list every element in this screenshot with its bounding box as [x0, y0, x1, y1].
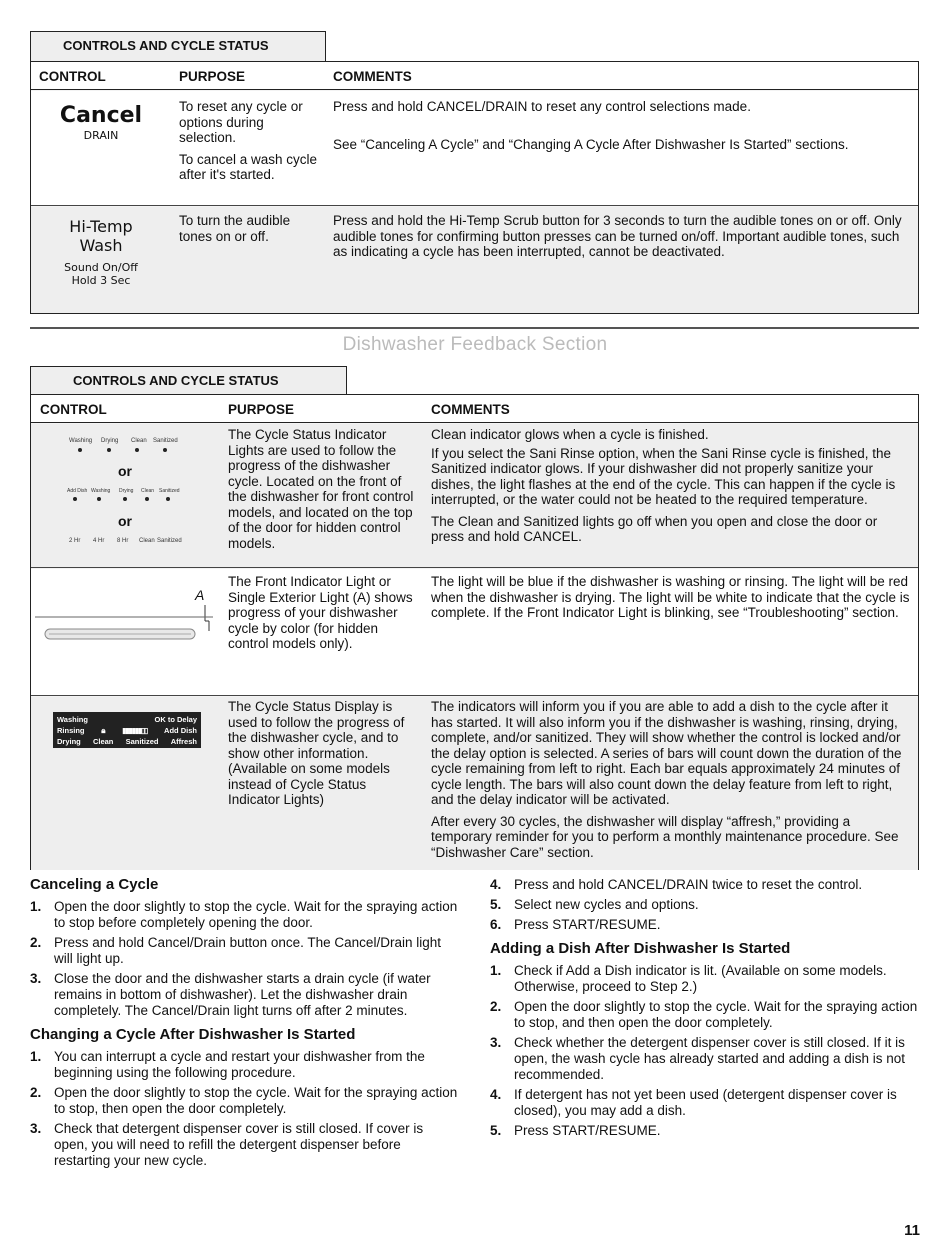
adding-step-2-text: Open the door slightly to stop the cycle. Wait for the spraying action to stop, and then open the door completely. [514, 999, 918, 1030]
hitemp-sub: Sound On/Off Hold 3 Sec [64, 261, 138, 287]
ind1-sanitized: Sanitized [153, 438, 178, 444]
cancel-comment-2: See “Canceling A Cycle” and “Changing A Cycle After Dishwasher Is Started” sections. [333, 136, 849, 152]
countdown-bars-icon: ▮▮▮▮▮▮▯▯ [122, 726, 148, 735]
indicator-comment-3: The Clean and Sanitized lights go off when you open and close the door or press and hold CANCEL. [431, 513, 878, 544]
ind2-washing: Washing [91, 488, 111, 494]
cancel-comments [333, 99, 903, 152]
ind2-dot-4 [145, 497, 149, 501]
table1-row-hitemp [31, 207, 918, 313]
table2-tab [30, 366, 347, 395]
door-handle-icon [35, 587, 225, 687]
table1-row-cancel [31, 91, 918, 206]
cancel-purpose-2: To cancel a wash cycle after it's started. [179, 151, 318, 182]
indicator-comment-1: Clean indicator glows when a cycle is finished. [431, 427, 709, 442]
cancel-purpose-1: To reset any cycle or options during selection. [179, 99, 303, 145]
controls-table-2 [30, 394, 919, 870]
cancel-main: Cancel [59, 103, 143, 128]
ind3-sanitized: Sanitized [157, 538, 182, 544]
controls-table-1 [30, 61, 919, 314]
ind2-dot-5 [166, 497, 170, 501]
adding-step-1-text: Check if Add a Dish indicator is lit. (Available on some models. Otherwise, proceed to Step 2.) [514, 963, 887, 994]
changing-step-4-text: Press and hold CANCEL/DRAIN twice to reset the control. [514, 877, 863, 892]
table2-header [31, 395, 918, 423]
ind2-sanitized: Sanitized [159, 488, 180, 494]
table2-header-purpose: PURPOSE [228, 402, 295, 417]
front-light-comment-1: The light will be blue if the dishwasher is washing or rinsing. The light will be red when the dishwasher is drying. The light will be white to indicate that the cycle is complete. If the Front Indicator Light is blinking, see “Troubleshooting” section. [431, 574, 910, 620]
cancel-control-label [31, 103, 171, 143]
ind3-clean: Clean [139, 538, 155, 544]
table2-tab-label: CONTROLS AND CYCLE STATUS [73, 373, 279, 388]
ind1-dot-4 [163, 448, 167, 452]
adding-steps [490, 963, 920, 1139]
canceling-title: Canceling a Cycle [30, 876, 159, 893]
display-line-1 [57, 714, 197, 725]
changing-step-2-text: Open the door slightly to stop the cycle. Wait for the spraying action to stop, then open the door completely. [54, 1085, 458, 1116]
table1-header-comments: COMMENTS [333, 69, 412, 84]
changing-steps [30, 1049, 460, 1169]
indicator-set-1 [61, 438, 221, 458]
or-label-1: or [118, 463, 132, 479]
indicator-comment-2: If you select the Sani Rinse option, when the Sani Rinse cycle is finished, the Sanitized indicator glows. If your dishwasher did not properly sanitize your dishes, the light flashes at the end of the cycle. This can happen if the cycle is interrupted, or the water could not be heated to the required temperature. [431, 445, 896, 507]
canceling-step-3: 3. Close the door and the dishwasher starts a drain cycle (if water remains in bottom of dishwasher). Let the dishwasher drain completely. The Cancel/Drain light turns off after 2 minutes. [30, 971, 431, 1018]
cancel-comment-1: Press and hold CANCEL/DRAIN to reset any control selections made. [333, 99, 751, 114]
adding-step-3-text: Check whether the detergent dispenser cover is still closed. If it is open, the wash cycle has already started and adding a dish is not recommended. [514, 1035, 905, 1082]
ind1-drying: Drying [101, 438, 119, 444]
indicator-lights-comments [431, 427, 911, 545]
changing-step-1: 1. You can interrupt a cycle and restart your dishwasher from the beginning using the following procedure. [30, 1049, 425, 1080]
changing-step-5: 5. Select new cycles and options. [490, 897, 699, 912]
ind1-dot-2 [107, 448, 111, 452]
table2-header-comments: COMMENTS [431, 402, 510, 417]
changing-step-3-text: Check that detergent dispenser cover is still closed. If cover is open, you will need to refill the detergent dispenser before restarting your new cycle. [54, 1121, 424, 1168]
changing-step-3: 3. Check that detergent dispenser cover is still closed. If cover is open, you will need to refill the detergent dispenser before restarting your new cycle. [30, 1121, 424, 1168]
display-ok-to-delay: OK to Delay [154, 715, 197, 724]
hitemp-control-label [31, 217, 171, 287]
changing-title: Changing a Cycle After Dishwasher Is Started [30, 1026, 356, 1043]
cancel-sub: DRAIN [83, 129, 119, 143]
changing-step-6: 6. Press START/RESUME. [490, 917, 661, 932]
ind2-adddish: Add Dish [67, 488, 88, 494]
status-display-comments [431, 699, 913, 860]
ind2-dot-1 [73, 497, 77, 501]
ind1-clean: Clean [131, 438, 147, 444]
adding-step-4: 4. If detergent has not yet been used (detergent dispenser cover is closed), you may add a dish. [490, 1087, 897, 1118]
display-line-3 [57, 736, 197, 747]
lock-icon: 🔒︎ [101, 726, 106, 735]
canceling-step-3-text: Close the door and the dishwasher starts a drain cycle (if water remains in bottom of dishwasher). Let the dishwasher drain completely. The Cancel/Drain light turns off after 2 minutes. [54, 971, 431, 1018]
changing-step-6-text: Press START/RESUME. [514, 917, 661, 932]
cycle-status-display-panel [53, 712, 201, 748]
status-display-comment-1: The indicators will inform you if you are able to add a dish to the cycle after it has started. It will also inform you if the dishwasher is washing, rinsing, drying, complete, and/or sanitized. They will show whether the control is locked and/or the delay option is selected. A series of bars will count down the duration of the cycle remaining from left to right. Each bar equals approximately 24 minutes of cycle length. The bars will also count down the delay feature from left to right, and the delay indicator will be activated. [431, 699, 902, 807]
adding-step-4-text: If detergent has not yet been used (detergent dispenser cover is closed), you may add a dish. [514, 1087, 897, 1118]
ind2-dot-3 [123, 497, 127, 501]
cancel-purpose [179, 99, 319, 183]
ind2-clean: Clean [141, 488, 155, 494]
indicator-set-3 [61, 538, 221, 550]
adding-step-5: 5. Press START/RESUME. [490, 1123, 661, 1138]
changing-step-4: 4. Press and hold CANCEL/DRAIN twice to reset the control. [490, 877, 863, 892]
display-washing: Washing [57, 715, 88, 724]
hitemp-purpose-1: To turn the audible tones on or off. [179, 213, 291, 244]
changing-step-5-text: Select new cycles and options. [514, 897, 699, 912]
front-light-comments [431, 574, 911, 621]
ind2-drying: Drying [119, 488, 134, 494]
status-display-comment-2: After every 30 cycles, the dishwasher will display “affresh,” providing a temporary reminder for you to perform a monthly maintenance procedure. See “Dishwasher Care” section. [431, 813, 899, 860]
table2-header-control: CONTROL [40, 402, 107, 417]
or-label-2: or [118, 513, 132, 529]
canceling-step-1: 1. Open the door slightly to stop the cycle. Wait for the spraying action to stop before completely opening the door. [30, 899, 458, 930]
display-add-dish: Add Dish [164, 726, 197, 735]
display-sanitized: Sanitized [125, 737, 159, 746]
adding-step-1: 1. Check if Add a Dish indicator is lit. (Available on some models. Otherwise, proceed to Step 2.) [490, 963, 887, 994]
ind3-2hr: 2 Hr [69, 538, 81, 544]
table2-row-indicator-lights [31, 424, 918, 568]
left-column [30, 877, 460, 1173]
changing-cont-steps [490, 877, 920, 933]
hitemp-comment-1: Press and hold the Hi-Temp Scrub button for 3 seconds to turn the audible tones on or off. Only audible tones for confirming button presses can be turned on/off. Important audible tones, such as indicating a cycle has been interrupted, cannot be deactivated. [333, 213, 902, 259]
adding-step-5-text: Press START/RESUME. [514, 1123, 661, 1138]
front-light-illustration [35, 587, 225, 687]
canceling-step-1-text: Open the door slightly to stop the cycle. Wait for the spraying action to stop before completely opening the door. [54, 899, 458, 930]
table2-row-front-light [31, 569, 918, 696]
table1-tab [30, 31, 326, 62]
adding-step-2: 2. Open the door slightly to stop the cycle. Wait for the spraying action to stop, and then open the door completely. [490, 999, 918, 1030]
table1-tab-label: CONTROLS AND CYCLE STATUS [63, 38, 269, 53]
section-title: Dishwasher Feedback Section [342, 334, 608, 355]
display-line-2 [57, 725, 197, 736]
adding-title: Adding a Dish After Dishwasher Is Started [490, 940, 791, 957]
canceling-step-2: 2. Press and hold Cancel/Drain button once. The Cancel/Drain light will light up. [30, 935, 441, 966]
changing-step-2: 2. Open the door slightly to stop the cycle. Wait for the spraying action to stop, then open the door completely. [30, 1085, 458, 1116]
ind2-dot-2 [97, 497, 101, 501]
display-clean: Clean [92, 737, 114, 746]
page-number: 11 [904, 1222, 920, 1239]
table1-header-purpose: PURPOSE [179, 69, 246, 84]
ind3-4hr: 4 Hr [93, 538, 105, 544]
ind3-8hr: 8 Hr [117, 538, 129, 544]
table2-row-status-display [31, 697, 918, 870]
canceling-step-2-text: Press and hold Cancel/Drain button once. The Cancel/Drain light will light up. [54, 935, 441, 966]
indicator-set-2 [61, 488, 221, 508]
hitemp-main: Hi-Temp Wash [69, 217, 133, 255]
front-light-callout: A [195, 587, 205, 603]
ind1-dot-3 [135, 448, 139, 452]
display-drying: Drying [57, 737, 81, 746]
display-rinsing: Rinsing [57, 726, 85, 735]
canceling-steps [30, 899, 460, 1019]
table1-header [31, 62, 918, 90]
adding-step-3: 3. Check whether the detergent dispenser cover is still closed. If it is open, the wash cycle has already started and adding a dish is not recommended. [490, 1035, 905, 1082]
display-affresh: Affresh [170, 737, 197, 746]
indicator-lights-purpose: The Cycle Status Indicator Lights are used to follow the progress of the dishwasher cycle. Located on the front of the dishwasher for front control models, and located on the top of the door for hidden control models. [228, 427, 414, 551]
status-display-purpose: The Cycle Status Display is used to follow the progress of the dishwasher cycle, and to show other information. (Available on some models instead of Cycle Status Indicator Lights) [228, 699, 405, 807]
front-light-purpose: The Front Indicator Light or Single Exterior Light (A) shows progress of your dishwasher cycle by color (for hidden control models only). [228, 574, 413, 651]
right-column [490, 877, 920, 1143]
changing-step-1-text: You can interrupt a cycle and restart your dishwasher from the beginning using the following procedure. [54, 1049, 425, 1080]
hitemp-purpose [179, 213, 319, 244]
section-divider [30, 327, 919, 329]
hitemp-comments [333, 213, 913, 260]
indicator-lights-illustration [61, 438, 221, 558]
ind1-washing: Washing [69, 438, 93, 444]
ind1-dot-1 [78, 448, 82, 452]
table1-header-control: CONTROL [39, 69, 106, 84]
